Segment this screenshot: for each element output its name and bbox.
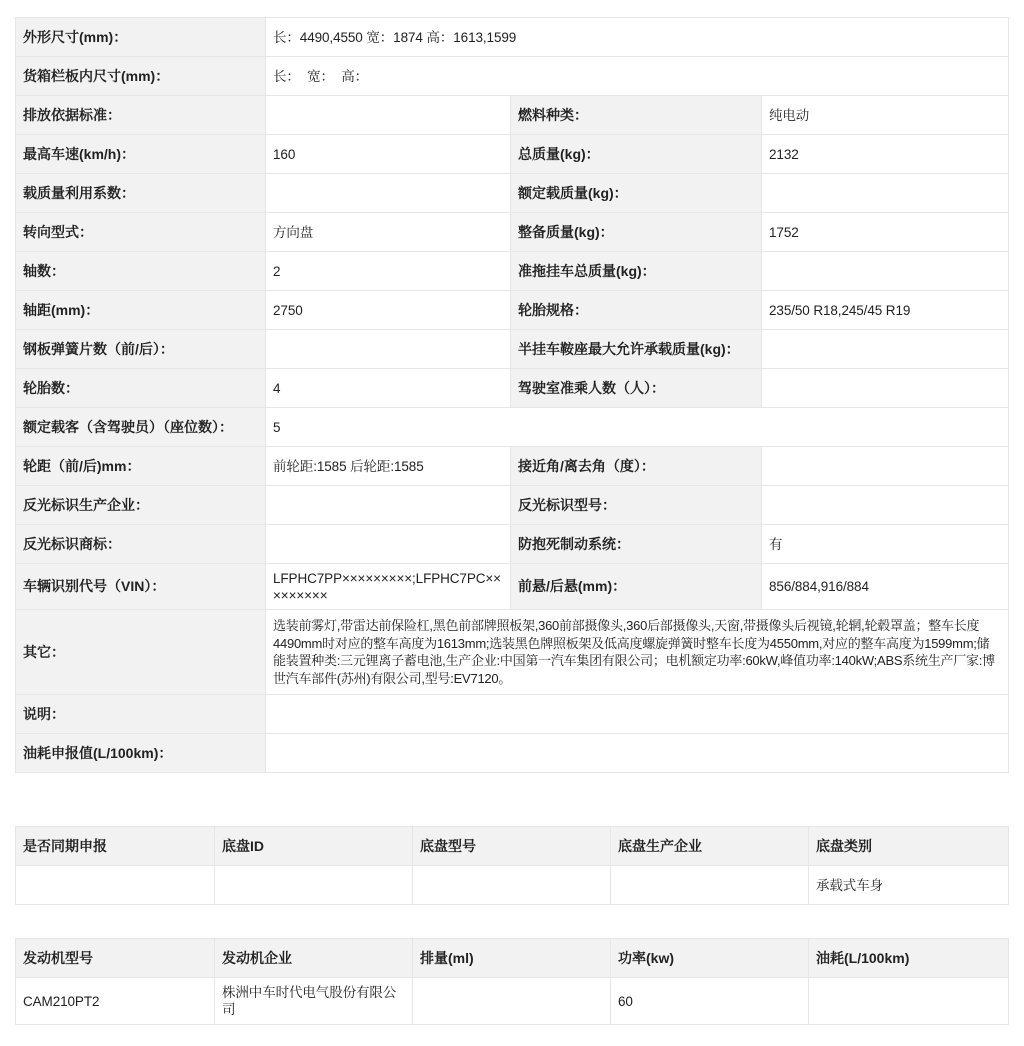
max-speed-value: 160 (266, 135, 511, 174)
overhang-label: 前悬/后悬(mm)： (511, 564, 762, 610)
spec-row-dimensions (16, 18, 1009, 57)
steering-value: 方向盘 (266, 213, 511, 252)
reflector-maker-value (266, 486, 511, 525)
steering-label: 转向型式： (16, 213, 266, 252)
axles-label: 轴数： (16, 252, 266, 291)
fuel-consumption-value (266, 734, 1009, 773)
overhang-value: 856/884,916/884 (762, 564, 1009, 610)
trailer-mass-label: 准拖挂车总质量(kg)： (511, 252, 762, 291)
reflector-model-label: 反光标识型号： (511, 486, 762, 525)
chassis-cell (16, 866, 215, 905)
spec-row-fuel-consumption (16, 734, 1009, 773)
engine-cell: CAM210PT2 (16, 978, 215, 1025)
max-speed-label: 最高车速(km/h)： (16, 135, 266, 174)
cab-passengers-value (762, 369, 1009, 408)
spec-row-reflector-maker (16, 486, 1009, 525)
engine-header-cell: 油耗(L/100km) (809, 939, 1009, 978)
engine-header-cell: 功率(kw) (611, 939, 809, 978)
engine-cell (413, 978, 611, 1025)
engine-header-row (16, 939, 1009, 978)
engine-header-cell: 发动机型号 (16, 939, 215, 978)
vin-label: 车辆识别代号（VIN）： (16, 564, 266, 610)
seats-value: 5 (266, 408, 1009, 447)
load-util-label: 载质量利用系数： (16, 174, 266, 213)
dimensions-value: 长：4490,4550 宽：1874 高：1613,1599 (266, 18, 1009, 57)
chassis-header-cell: 底盘ID (215, 827, 413, 866)
other-label: 其它： (16, 610, 266, 695)
tires-label: 轮胎数： (16, 369, 266, 408)
tires-value: 4 (266, 369, 511, 408)
leaf-springs-label: 钢板弹簧片数（前/后）： (16, 330, 266, 369)
spec-row-tires (16, 369, 1009, 408)
tire-spec-value: 235/50 R18,245/45 R19 (762, 291, 1009, 330)
fifth-wheel-label: 半挂车鞍座最大允许承载质量(kg)： (511, 330, 762, 369)
chassis-header-cell: 底盘生产企业 (611, 827, 809, 866)
dimensions-label: 外形尺寸(mm)： (16, 18, 266, 57)
curb-mass-label: 整备质量(kg)： (511, 213, 762, 252)
table-row (16, 866, 1009, 905)
cargo-box-label: 货箱栏板内尺寸(mm)： (16, 57, 266, 96)
chassis-header-cell: 底盘类别 (809, 827, 1009, 866)
chassis-cell (215, 866, 413, 905)
chassis-header-row (16, 827, 1009, 866)
engine-header-cell: 发动机企业 (215, 939, 413, 978)
chassis-header-cell: 是否同期申报 (16, 827, 215, 866)
seats-label: 额定载客（含驾驶员）（座位数）： (16, 408, 266, 447)
vin-value: LFPHC7PP×××××××××;LFPHC7PC××××××××× (266, 564, 511, 610)
track-label: 轮距（前/后)mm： (16, 447, 266, 486)
spec-row-wheelbase (16, 291, 1009, 330)
abs-value: 有 (762, 525, 1009, 564)
table-row (16, 978, 1009, 1025)
spec-row-speed-mass (16, 135, 1009, 174)
spec-row-notes (16, 695, 1009, 734)
reflector-brand-label: 反光标识商标： (16, 525, 266, 564)
spec-row-cargo-box (16, 57, 1009, 96)
spec-row-emission-fuel (16, 96, 1009, 135)
spec-row-load (16, 174, 1009, 213)
reflector-maker-label: 反光标识生产企业： (16, 486, 266, 525)
fifth-wheel-value (762, 330, 1009, 369)
emission-standard-label: 排放依据标准： (16, 96, 266, 135)
load-util-value (266, 174, 511, 213)
spec-row-axles (16, 252, 1009, 291)
fuel-type-label: 燃料种类： (511, 96, 762, 135)
chassis-cell (413, 866, 611, 905)
spec-row-track (16, 447, 1009, 486)
engine-header-cell: 排量(ml) (413, 939, 611, 978)
angles-value (762, 447, 1009, 486)
leaf-springs-value (266, 330, 511, 369)
notes-value (266, 695, 1009, 734)
spec-row-vin (16, 564, 1009, 610)
tire-spec-label: 轮胎规格： (511, 291, 762, 330)
total-mass-label: 总质量(kg)： (511, 135, 762, 174)
other-value: 选装前雾灯,带雷达前保险杠,黑色前部牌照板架,360前部摄像头,360后部摄像头,天窗,带摄像头后视镜,轮辋,轮毂罩盖；整车长度4490mm时对应的整车高度为1613mm;选装黑色牌照板架及低高度螺旋弹簧时整车长度为4550mm,对应的整车高度为1599mm;储能装置种类:三元锂离子蓄电池,生产企业:中国第一汽车集团有限公司；电机额定功率:60kW,峰值功率:140kW;ABS系统生产厂家:博世汽车部件(苏州)有限公司,型号:EV7120。 (266, 610, 1009, 695)
cab-passengers-label: 驾驶室准乘人数（人）： (511, 369, 762, 408)
cargo-box-value: 长： 宽： 高： (266, 57, 1009, 96)
rated-load-value (762, 174, 1009, 213)
chassis-cell: 承载式车身 (809, 866, 1009, 905)
spec-row-steering (16, 213, 1009, 252)
emission-standard-value (266, 96, 511, 135)
spec-row-reflector-brand (16, 525, 1009, 564)
rated-load-label: 额定载质量(kg)： (511, 174, 762, 213)
engine-table (15, 938, 1009, 1025)
spec-row-seats (16, 408, 1009, 447)
wheelbase-value: 2750 (266, 291, 511, 330)
curb-mass-value: 1752 (762, 213, 1009, 252)
notes-label: 说明： (16, 695, 266, 734)
angles-label: 接近角/离去角（度）： (511, 447, 762, 486)
fuel-type-value: 纯电动 (762, 96, 1009, 135)
trailer-mass-value (762, 252, 1009, 291)
vehicle-spec-table (15, 17, 1009, 773)
chassis-header-cell: 底盘型号 (413, 827, 611, 866)
axles-value: 2 (266, 252, 511, 291)
engine-cell: 60 (611, 978, 809, 1025)
abs-label: 防抱死制动系统： (511, 525, 762, 564)
fuel-consumption-label: 油耗申报值(L/100km)： (16, 734, 266, 773)
spec-row-other (16, 610, 1009, 695)
track-value: 前轮距:1585 后轮距:1585 (266, 447, 511, 486)
chassis-cell (611, 866, 809, 905)
reflector-model-value (762, 486, 1009, 525)
total-mass-value: 2132 (762, 135, 1009, 174)
engine-cell (809, 978, 1009, 1025)
engine-cell: 株洲中车时代电气股份有限公司 (215, 978, 413, 1025)
chassis-table (15, 826, 1009, 905)
wheelbase-label: 轴距(mm)： (16, 291, 266, 330)
reflector-brand-value (266, 525, 511, 564)
spec-row-springs (16, 330, 1009, 369)
